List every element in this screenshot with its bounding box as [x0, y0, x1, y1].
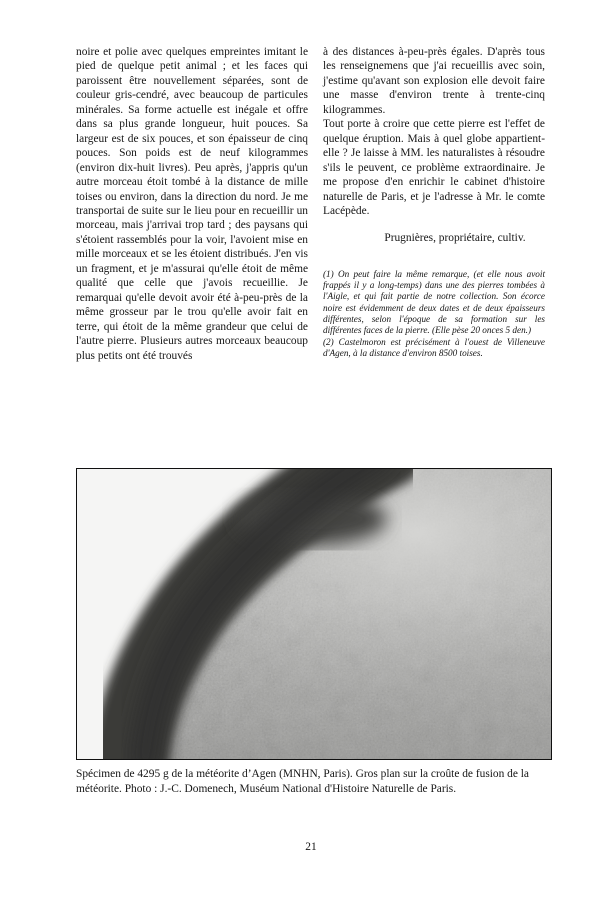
right-column-paragraph-2: Tout porte à croire que cette pierre est l'effet de quelque éruption. Mais à quel globe appartient-elle ? Je laisse à MM. les naturalistes à résoudre s'ils le peuvent, ce problème extraordinaire. Je me propose d'en enrichir le cabinet d'histoire naturelle de Paris, et je l'adresse à Mr. le comte Lacépède.	[323, 118, 545, 217]
meteorite-photo-illustration	[77, 469, 551, 759]
figure-caption: Spécimen de 4295 g de la météorite d’Agen (MNHN, Paris). Gros plan sur la croûte de fusion de la météorite. Photo : J.-C. Domenech, Muséum National d'Histoire Naturelle de Paris.	[76, 768, 529, 795]
left-column	[76, 45, 308, 363]
page-number: 21	[305, 841, 317, 853]
footnote-1: (1) On peut faire la même remarque, (et elle nous avoit frappés il y a long-temps) dans une des pierres tombées à l'Aigle, et qui fait partie de notre collection. Son écorce noire est évidemment de deux dates et de deux épaisseurs différentes, selon l'époque de sa formation sur les différentes faces de la pierre. (Elle pèse 20 onces 5 den.)	[323, 268, 545, 336]
footnote-2: (2) Castelmoron est précisément à l'ouest de Villeneuve d'Agen, à la distance d'environ 8500 toises.	[323, 336, 545, 358]
letter-signature: Prugnières, propriétaire, cultiv.	[384, 232, 526, 245]
meteorite-photo	[76, 468, 552, 760]
right-column	[323, 45, 545, 363]
right-column-paragraph-1: à des distances à-peu-près égales. D'après tous les renseignemens que j'ai recueillis avec soin, j'estime qu'avant son explosion elle devoit faire une masse d'environ trente à trente-cinq kilogrammes.	[323, 46, 545, 116]
left-column-paragraph: noire et polie avec quelques empreintes imitant le pied de quelque petit animal ; et les faces qui paroissent être nouvellement séparées, sont de couleur gris-cendré, avec beaucoup de particules minérales. Sa forme actuelle est inégale et offre dans sa plus grande longueur, huit pouces. Sa largeur est de six pouces, et son épaisseur de cinq pouces. Son poids est de neuf kilogrammes (environ dix-huit livres). Peu après, j'appris qu'un autre morceau étoit tombé à la distance de mille toises ou environ, dans la direction du nord. Je me transportai de suite sur le lieu pour en recueillir un morceau, mais j'arrivai trop tard ; des paysans qui s'étoient rassemblés pour la voir, l'avoient mise en mille morceaux et se les étoient distribués. J'en vis un fragment, et je m'assurai qu'elle étoit de même qualité que celle que j'avois recueillie. Je remarquai qu'elle devoit avoir été à-peu-près de la même grosseur par le trou qu'elle avoir fait en terre, qui étoit de la même grandeur que celui de l'autre pierre. Plusieurs autres morceaux beaucoup plus petits ont été trouvés	[76, 46, 308, 362]
two-column-text-block	[76, 45, 545, 363]
footnotes-block	[323, 269, 545, 359]
